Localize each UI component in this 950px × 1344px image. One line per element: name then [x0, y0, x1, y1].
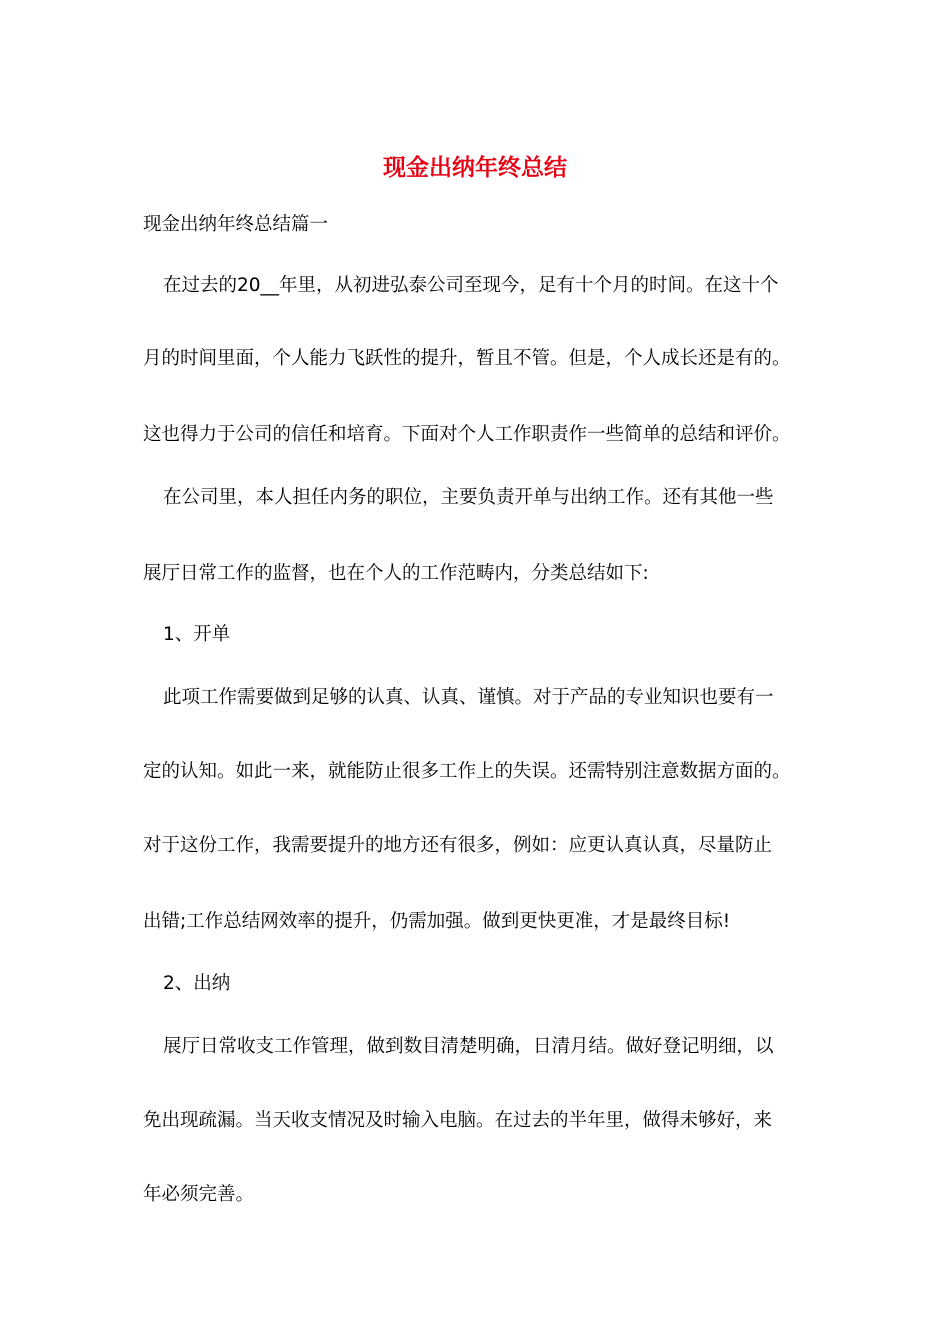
paragraph-line: 在公司里，本人担任内务的职位，主要负责开单与出纳工作。还有其他一些: [163, 487, 774, 508]
paragraph-line: 在过去的20__年里，从初进弘泰公司至现今，足有十个月的时间。在这十个: [163, 275, 779, 296]
paragraph-line: 月的时间里面，个人能力飞跃性的提升，暂且不管。但是，个人成长还是有的。: [143, 348, 791, 369]
paragraph-line: 展厅日常收支工作管理，做到数目清楚明确，日清月结。做好登记明细，以: [163, 1036, 774, 1057]
paragraph-line: 此项工作需要做到足够的认真、认真、谨慎。对于产品的专业知识也要有一: [163, 687, 774, 708]
paragraph-line: 年必须完善。: [143, 1184, 255, 1205]
list-heading: 1、开单: [163, 624, 231, 645]
section-heading: 现金出纳年终总结篇一: [143, 214, 329, 235]
document-title: 现金出纳年终总结: [383, 155, 567, 181]
paragraph-line: 这也得力于公司的信任和培育。下面对个人工作职责作一些简单的总结和评价。: [143, 424, 791, 445]
list-heading: 2、出纳: [163, 973, 231, 994]
paragraph-line: 对于这份工作，我需要提升的地方还有很多，例如：应更认真认真，尽量防止: [143, 835, 773, 856]
paragraph-line: 免出现疏漏。当天收支情况及时输入电脑。在过去的半年里，做得未够好，来: [143, 1110, 773, 1131]
paragraph-line: 定的认知。如此一来，就能防止很多工作上的失误。还需特别注意数据方面的。: [143, 761, 791, 782]
paragraph-line: 展厅日常工作的监督，也在个人的工作范畴内，分类总结如下:: [143, 563, 649, 584]
paragraph-line: 出错;工作总结网效率的提升，仍需加强。做到更快更准，才是最终目标!: [143, 911, 731, 932]
